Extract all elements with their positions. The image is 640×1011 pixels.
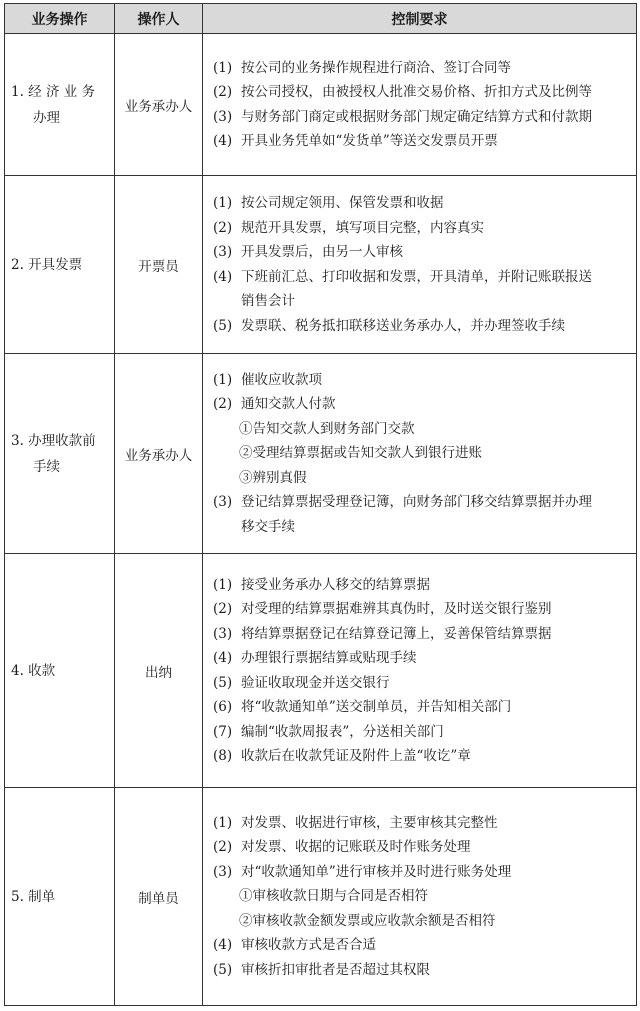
- requirement-item: (1) 催收应收款项: [213, 371, 322, 388]
- requirement-item: (2) 按公司授权，由被授权人批准交易价格、折扣方式及比例等: [213, 84, 592, 100]
- operation-text: 手续: [33, 458, 60, 475]
- requirement-item: (8) 收款后在收款凭证及附件上盖“收讫”章: [213, 748, 471, 764]
- requirement-item: (6) 将“收款通知单”送交制单员，并告知相关部门: [213, 699, 512, 715]
- operation-text: 办理: [33, 109, 60, 126]
- table-row: [5, 554, 637, 788]
- requirement-item: (3) 开具发票后，由另一人审核: [213, 244, 403, 260]
- requirement-item: (3) 对“收款通知单”进行审核并及时进行账务处理: [213, 863, 512, 880]
- table-row: [5, 34, 637, 176]
- requirements-cell: [203, 34, 637, 176]
- requirement-item: (3) 将结算票据登记在结算登记簿上，妥善保管结算票据: [213, 625, 552, 642]
- operation-cell: [5, 34, 115, 176]
- table-row: [5, 176, 637, 354]
- requirement-item: (4) 开具业务凭单如“发货单”等送交发票员开票: [213, 133, 498, 149]
- operator-cell: 制单员: [115, 788, 203, 1006]
- requirement-subitem: ③辨别真假: [239, 469, 307, 486]
- requirements-cell: [203, 176, 637, 354]
- table-row: [5, 354, 637, 554]
- requirement-item: (4) 下班前汇总、打印收据和发票，开具清单，并附记账联报送: [213, 268, 592, 285]
- requirement-item: (7) 编制“收款周报表”，分送相关部门: [213, 723, 444, 740]
- operator-cell: 业务承办人: [115, 34, 203, 176]
- requirement-item: (2) 对发票、收据的记账联及时作账务处理: [213, 839, 471, 856]
- header-control-requirements: 控制要求: [203, 4, 637, 34]
- requirement-item: (5) 验证收取现金并送交银行: [213, 674, 390, 691]
- requirement-item: (1) 按公司规定领用、保管发票和收据: [213, 195, 444, 211]
- operator-cell: 开票员: [115, 176, 203, 354]
- requirement-subitem: ②审核收款金额发票或应收款余额是否相符: [239, 912, 496, 929]
- requirement-item: (2) 对受理的结算票据难辨其真伪时，及时送交银行鉴别: [213, 601, 552, 617]
- operation-text: 2. 开具发票: [11, 256, 83, 273]
- requirement-item: (2) 规范开具发票，填写项目完整，内容真实: [213, 219, 484, 236]
- requirement-item: (2) 通知交款人付款: [213, 396, 336, 413]
- operation-cell: [5, 176, 115, 354]
- operation-cell: [5, 788, 115, 1006]
- header-business-operation: 业务操作: [5, 4, 115, 34]
- requirements-cell: [203, 554, 637, 788]
- requirements-cell: [203, 788, 637, 1006]
- table-row: [5, 788, 637, 1006]
- requirement-subitem: ②受理结算票据或告知交款人到银行进账: [239, 445, 482, 462]
- operator-cell: 出纳: [115, 554, 203, 788]
- operation-text: 5. 制单: [11, 888, 56, 905]
- requirement-item: (5) 审核折扣审批者是否超过其权限: [213, 961, 430, 978]
- requirement-continuation: 移交手续: [241, 518, 295, 535]
- requirement-item: (3) 登记结算票据受理登记簿，向财务部门移交结算票据并办理: [213, 494, 592, 511]
- operation-text: 3. 办理收款前: [11, 432, 96, 449]
- table-header-row: [5, 4, 637, 34]
- requirement-continuation: 销售会计: [241, 293, 295, 309]
- requirement-item: (1) 对发票、收据进行审核，主要审核其完整性: [213, 814, 498, 831]
- operation-text: 4. 收款: [11, 662, 56, 679]
- header-operator: 操作人: [115, 4, 203, 34]
- requirements-cell: [203, 354, 637, 554]
- operator-cell: 业务承办人: [115, 354, 203, 554]
- operation-cell: [5, 554, 115, 788]
- requirement-item: (5) 发票联、税务抵扣联移送业务承办人，并办理签收手续: [213, 317, 565, 334]
- operation-cell: [5, 354, 115, 554]
- control-requirements-table: [4, 3, 637, 1006]
- requirement-subitem: ①告知交款人到财务部门交款: [239, 420, 415, 437]
- requirement-item: (1) 按公司的业务操作规程进行商洽、签订合同等: [213, 59, 511, 76]
- operation-text: 1. 经 济 业 务: [11, 83, 96, 100]
- requirement-item: (1) 接受业务承办人移交的结算票据: [213, 576, 430, 593]
- requirement-item: (4) 审核收款方式是否合适: [213, 937, 376, 954]
- requirement-item: (3) 与财务部门商定或根据财务部门规定确定结算方式和付款期: [213, 108, 592, 125]
- requirement-subitem: ①审核收款日期与合同是否相符: [239, 888, 428, 905]
- requirement-item: (4) 办理银行票据结算或贴现手续: [213, 650, 417, 666]
